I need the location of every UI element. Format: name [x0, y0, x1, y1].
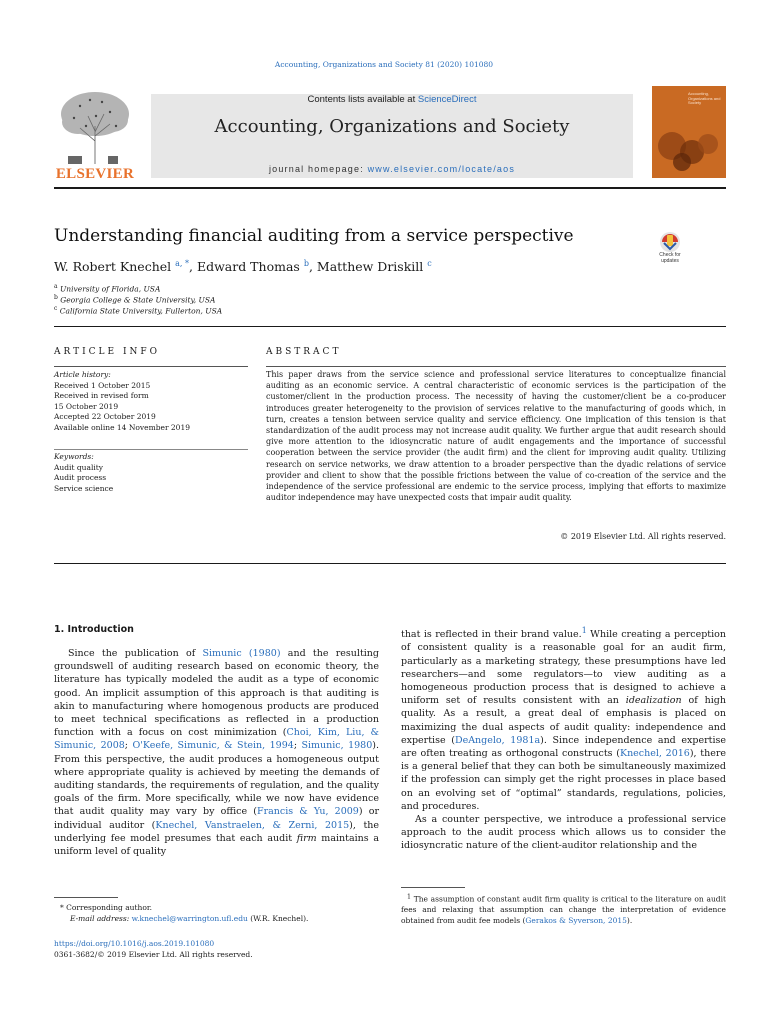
- keywords-label: Keywords:: [54, 452, 94, 461]
- keyword: Service science: [54, 483, 114, 493]
- author-affil-mark[interactable]: c: [427, 259, 432, 268]
- contents-prefix: Contents lists available at: [307, 94, 418, 105]
- homepage-link[interactable]: www.elsevier.com/locate/aos: [367, 164, 516, 174]
- publisher-name: ELSEVIER: [55, 166, 135, 182]
- check-for-updates-button[interactable]: [651, 231, 689, 269]
- journal-reference-link[interactable]: Accounting, Organizations and Society 81 (2020) 101080: [274, 60, 494, 69]
- author-list: W. Robert Knechel $^{a, *}$, Edward Thomas $^b$, Matthew Driskill $^c$: [54, 259, 432, 275]
- abstract-text: This paper draws from the service science and professional service literatures to conceptualize financial auditing as an economic service. A central characteristic of economic services is the participation of the customer/client in the production process. The necessity of having the customer/client be a co-producer introduces greater heterogeneity to the provision of services relative to the manufacturing of goods which, in turn, creates a tension between service quality and service efficiency. One implication of this tension is that standardization of the audit process may not increase audit quality. We further argue that audit research should give more attention to the idiosyncratic nature of audit engagements and the importance of successful cooperation between the service provider (the audit firm) and the client for improving audit quality. Utilizing research on service networks, we draw attention to a broader perspective than the dyadic relations of service provider and client to show that the possible frictions between the value of co-creation of the service and the independence of the service professional are endemic to the service process, implying that efforts to maximize auditor independence may have unexpected costs that impair audit quality.: [266, 370, 726, 503]
- journal-title: Accounting, Organizations and Society: [214, 116, 570, 137]
- citation-link[interactable]: DeAngelo, 1981a: [454, 734, 541, 746]
- author-name[interactable]: Matthew Driskill: [316, 259, 424, 275]
- paper-title: Understanding financial auditing from a service perspective: [54, 226, 574, 246]
- article-info-heading: ARTICLE INFO: [54, 347, 161, 357]
- sciencedirect-link[interactable]: ScienceDirect: [417, 94, 477, 105]
- affiliation: $^c$ California State University, Fullerton, USA: [54, 305, 223, 316]
- keyword: Audit quality: [54, 462, 103, 472]
- journal-cover-image: [652, 86, 726, 178]
- homepage-line: [151, 164, 633, 174]
- journal-reference[interactable]: [0, 60, 768, 69]
- doi-link[interactable]: https://doi.org/10.1016/j.aos.2019.101080: [54, 939, 215, 948]
- homepage-prefix: journal homepage:: [268, 164, 368, 174]
- history-item: 15 October 2019: [54, 401, 119, 411]
- author-affil-mark[interactable]: a, *: [175, 259, 189, 268]
- footnote-rule: [54, 897, 118, 898]
- paragraph: As a counter perspective, we introduce a professional service approach to the audit process which allows us to consider the idiosyncratic nature of the client-auditor relationship and the: [401, 814, 726, 852]
- body-column-right: [401, 624, 726, 853]
- doi-block: [54, 938, 253, 960]
- abstract-rule: [266, 366, 726, 367]
- keywords-rule: [54, 449, 248, 450]
- affiliation: $^b$ Georgia College & State University, USA: [54, 294, 216, 305]
- author-affil-mark[interactable]: b: [303, 259, 309, 268]
- citation-link[interactable]: Francis & Yu, 2009: [257, 806, 359, 818]
- paragraph: Since the publication of Simunic (1980) and the resulting groundswell of auditing research based on economic theory, the literature has typically modeled the audit as a type of economic good. An implicit assumption of this approach is that auditing is akin to manufacturing where homogenous products are produced to meet technical specifications as reflected in a production function with a focus on cost minimization (Choi, Kim, Liu, & Simunic, 2008; O'Keefe, Simunic, & Stein, 1994; Simunic, 1980). From this perspective, the audit produces a homogeneous output where appropriate quality is achieved by meeting the demands of auditing standards, the requirements of regulation, and the quality goals of the firm. More specifically, while we now have evidence that audit quality may vary by office (Francis & Yu, 2009) or individual auditor (Knechel, Vanstraelen, & Zerni, 2015), the underlying fee model presumes that each audit firm maintains a uniform level of quality: [54, 648, 380, 858]
- abstract-heading: ABSTRACT: [266, 347, 342, 357]
- citation-link[interactable]: Simunic (1980): [202, 648, 281, 659]
- abstract-copyright: © 2019 Elsevier Ltd. All rights reserved.: [560, 532, 726, 541]
- email-link[interactable]: w.knechel@warrington.ufl.edu: [131, 914, 248, 923]
- elsevier-logo: [50, 86, 140, 182]
- title-block-rule: [54, 326, 726, 327]
- affiliation: $^a$ University of Florida, USA: [54, 283, 161, 294]
- citation-link[interactable]: Knechel, 2016: [619, 747, 690, 759]
- header-rule: [54, 187, 726, 189]
- citation-link[interactable]: Choi, Kim, Liu, & Simunic, 2008: [54, 727, 379, 752]
- history-item: Received in revised form: [54, 391, 149, 400]
- author-name[interactable]: W. Robert Knechel: [54, 259, 172, 275]
- article-info-rule: [54, 366, 248, 367]
- abstract-rule-bottom: [54, 563, 726, 564]
- author-name[interactable]: Edward Thomas: [196, 259, 300, 275]
- body-column-left: [54, 647, 379, 858]
- footnote-1: $^1$ The assumption of constant audit firm quality is critical to the literature on audit fees and relaxing that assumption can change the interpretation of evidence obtained from audit fee models (Gerakos & Syverson, 2015).: [401, 893, 726, 925]
- history-item: Available online 14 November 2019: [54, 422, 190, 432]
- citation-link[interactable]: Simunic, 1980: [301, 740, 373, 752]
- corresponding-author-note: * Corresponding author. E-mail address: w.knechel@warrington.ufl.edu (W.R. Knechel).: [60, 903, 309, 923]
- citation-link[interactable]: Knechel, Vanstraelen, & Zerni, 2015: [155, 819, 350, 831]
- footnote-rule: [401, 887, 465, 888]
- contents-line: [151, 94, 633, 105]
- cover-title: Accounting, Organizations and Society: [688, 91, 721, 105]
- issn-line: 0361-3682/© 2019 Elsevier Ltd. All rights reserved.: [54, 950, 253, 959]
- section-heading: 1. Introduction: [54, 624, 134, 635]
- history-item: Accepted 22 October 2019: [54, 412, 156, 421]
- elsevier-tree-icon: [50, 86, 140, 166]
- check-updates-icon: [651, 231, 689, 253]
- citation-link[interactable]: O'Keefe, Simunic, & Stein, 1994: [132, 740, 294, 752]
- journal-banner: [151, 94, 633, 178]
- keyword: Audit process: [54, 473, 107, 482]
- history-label: Article history:: [54, 370, 111, 379]
- paragraph: that is reflected in their brand value.$^1$ While creating a perception of consistent quality is a reasonable goal for an audit firm, particularly as a marketing strategy, these presumptions have led researchers—and some regulators—to view auditing as a homogeneous production process that is designed to achieve a uniform set of results consistent with an idealization of high quality. As a result, a great deal of emphasis is placed on maximizing the dual aspects of audit quality: independence and expertise (DeAngelo, 1981a). Since independence and expertise are often treating as orthogonal constructs (Knechel, 2016), there is a general belief that they can both be simultaneously maximized if the profession can simply get the right processes in place based on an evolving set of “optimal” standards, regulations, policies, and procedures.: [401, 626, 726, 812]
- history-item: Received 1 October 2015: [54, 380, 151, 390]
- check-updates-label: Check for updates: [659, 252, 681, 264]
- footnote-link[interactable]: 1: [581, 626, 587, 635]
- citation-link[interactable]: Gerakos & Syverson, 2015: [525, 915, 627, 925]
